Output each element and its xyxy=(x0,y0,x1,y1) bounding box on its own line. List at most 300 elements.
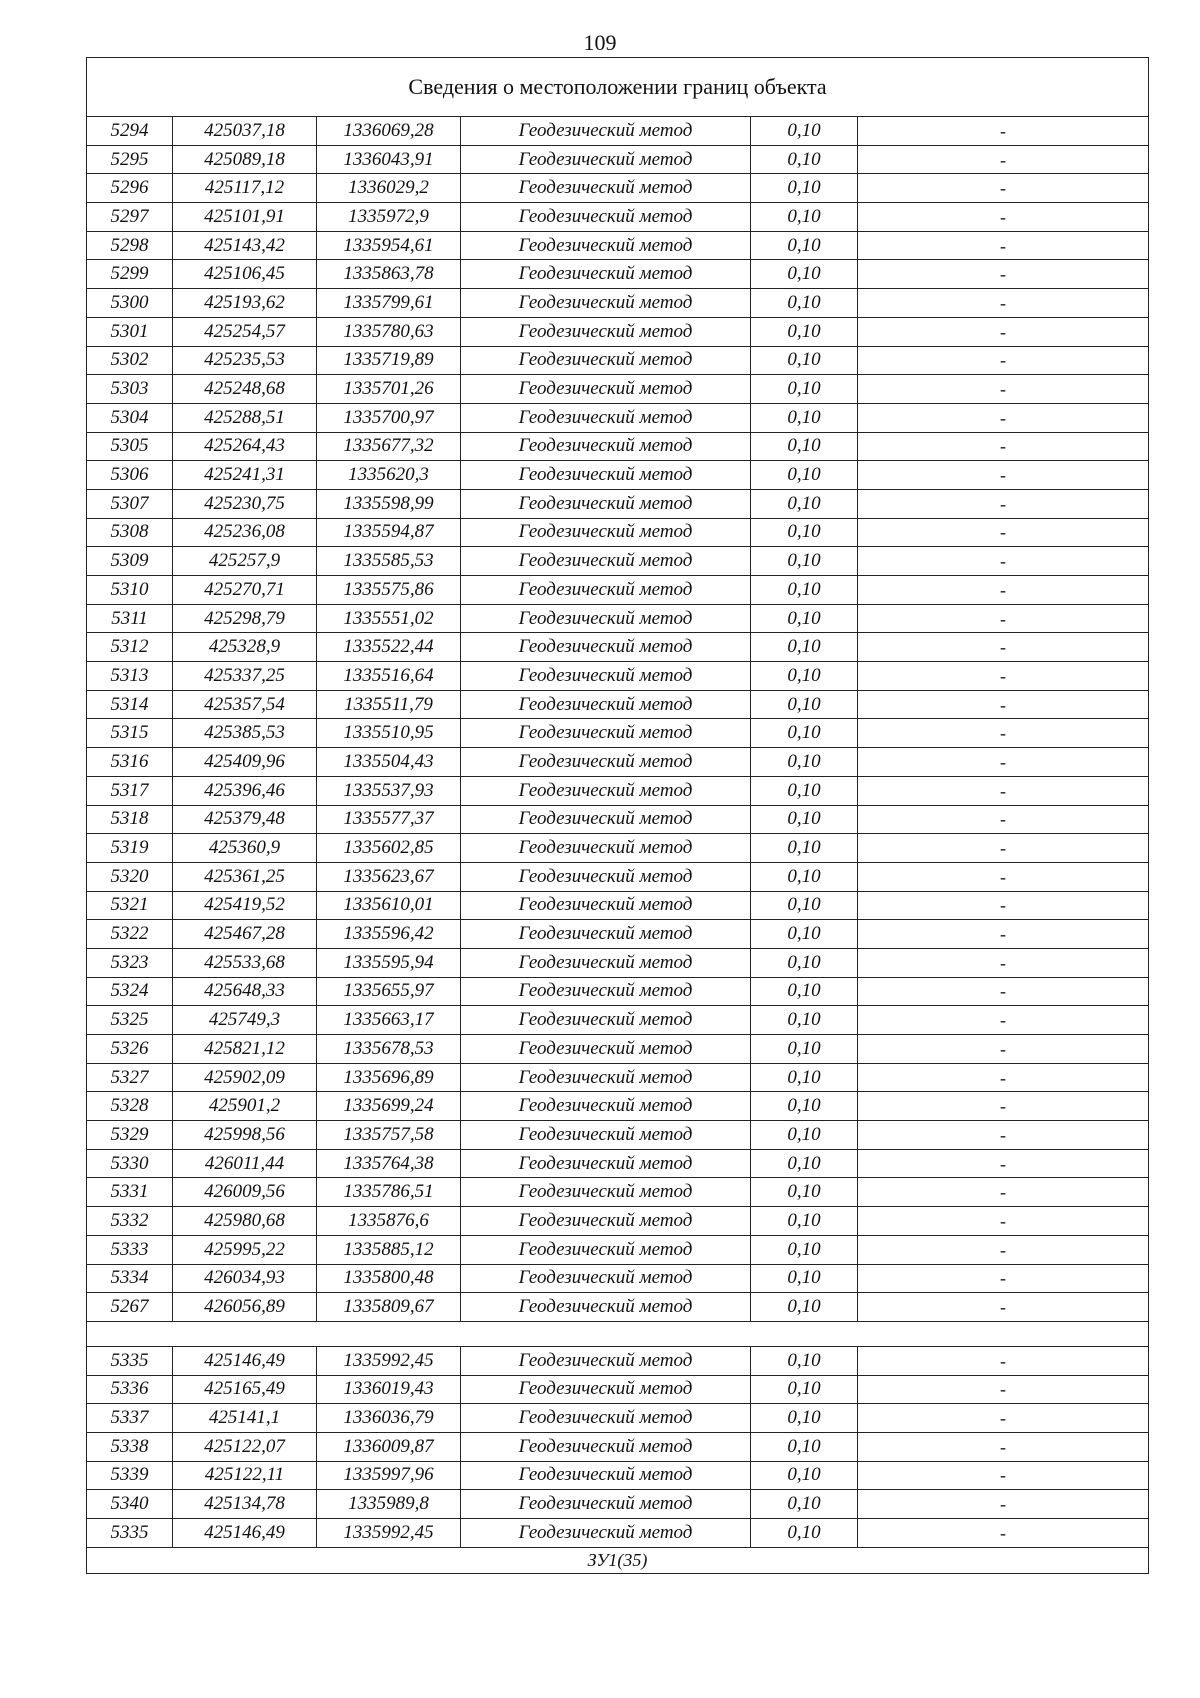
table-row xyxy=(87,1293,1149,1322)
coordinate-y-cell: 1335989,8 xyxy=(317,1490,461,1519)
description-cell: - xyxy=(858,1149,1149,1178)
description-cell: - xyxy=(858,346,1149,375)
accuracy-cell: 0,10 xyxy=(751,1178,858,1207)
accuracy-cell: 0,10 xyxy=(751,1063,858,1092)
coordinate-x-cell: 425089,18 xyxy=(173,145,317,174)
coordinate-y-cell: 1335696,89 xyxy=(317,1063,461,1092)
coordinate-x-cell: 425995,22 xyxy=(173,1235,317,1264)
description-cell: - xyxy=(858,547,1149,576)
table-row xyxy=(87,977,1149,1006)
method-cell: Геодезический метод xyxy=(461,576,751,605)
coordinate-x-cell: 425257,9 xyxy=(173,547,317,576)
accuracy-cell: 0,10 xyxy=(751,834,858,863)
coordinate-x-cell: 425361,25 xyxy=(173,862,317,891)
description-cell: - xyxy=(858,977,1149,1006)
description-cell: - xyxy=(858,432,1149,461)
coordinate-x-cell: 425264,43 xyxy=(173,432,317,461)
coordinate-x-cell: 425533,68 xyxy=(173,948,317,977)
coordinate-y-cell: 1335992,45 xyxy=(317,1346,461,1375)
point-number-cell: 5309 xyxy=(87,547,173,576)
coordinate-x-cell: 425236,08 xyxy=(173,518,317,547)
table-row xyxy=(87,1149,1149,1178)
coordinate-y-cell: 1335537,93 xyxy=(317,776,461,805)
table-row xyxy=(87,1375,1149,1404)
accuracy-cell: 0,10 xyxy=(751,117,858,146)
table-row xyxy=(87,289,1149,318)
point-number-cell: 5333 xyxy=(87,1235,173,1264)
coordinate-y-cell: 1335511,79 xyxy=(317,690,461,719)
table-row xyxy=(87,719,1149,748)
coordinate-x-cell: 425357,54 xyxy=(173,690,317,719)
coordinate-y-cell: 1335655,97 xyxy=(317,977,461,1006)
table-row xyxy=(87,1178,1149,1207)
coordinate-y-cell: 1335786,51 xyxy=(317,1178,461,1207)
point-number-cell: 5331 xyxy=(87,1178,173,1207)
coordinate-y-cell: 1335677,32 xyxy=(317,432,461,461)
point-number-cell: 5332 xyxy=(87,1207,173,1236)
coordinate-x-cell: 425134,78 xyxy=(173,1490,317,1519)
coordinate-x-cell: 425288,51 xyxy=(173,403,317,432)
coordinate-y-cell: 1335719,89 xyxy=(317,346,461,375)
coordinate-y-cell: 1335594,87 xyxy=(317,518,461,547)
point-number-cell: 5302 xyxy=(87,346,173,375)
coordinate-x-cell: 425360,9 xyxy=(173,834,317,863)
point-number-cell: 5294 xyxy=(87,117,173,146)
point-number-cell: 5321 xyxy=(87,891,173,920)
description-cell: - xyxy=(858,920,1149,949)
description-cell: - xyxy=(858,1404,1149,1433)
point-number-cell: 5320 xyxy=(87,862,173,891)
method-cell: Геодезический метод xyxy=(461,1461,751,1490)
table-row xyxy=(87,346,1149,375)
coordinate-y-cell: 1335876,6 xyxy=(317,1207,461,1236)
method-cell: Геодезический метод xyxy=(461,1063,751,1092)
description-cell: - xyxy=(858,1207,1149,1236)
table-row xyxy=(87,805,1149,834)
point-number-cell: 5330 xyxy=(87,1149,173,1178)
method-cell: Геодезический метод xyxy=(461,719,751,748)
point-number-cell: 5307 xyxy=(87,489,173,518)
accuracy-cell: 0,10 xyxy=(751,576,858,605)
coordinate-x-cell: 425101,91 xyxy=(173,203,317,232)
coordinate-y-cell: 1335577,37 xyxy=(317,805,461,834)
description-cell: - xyxy=(858,776,1149,805)
accuracy-cell: 0,10 xyxy=(751,862,858,891)
coordinate-x-cell: 425254,57 xyxy=(173,317,317,346)
table-row xyxy=(87,891,1149,920)
method-cell: Геодезический метод xyxy=(461,1346,751,1375)
method-cell: Геодезический метод xyxy=(461,1207,751,1236)
accuracy-cell: 0,10 xyxy=(751,403,858,432)
table-row xyxy=(87,1490,1149,1519)
point-number-cell: 5305 xyxy=(87,432,173,461)
coordinate-y-cell: 1335780,63 xyxy=(317,317,461,346)
point-number-cell: 5329 xyxy=(87,1121,173,1150)
point-number-cell: 5319 xyxy=(87,834,173,863)
description-cell: - xyxy=(858,1235,1149,1264)
description-cell: - xyxy=(858,891,1149,920)
coordinate-x-cell: 425396,46 xyxy=(173,776,317,805)
coordinate-y-cell: 1336009,87 xyxy=(317,1432,461,1461)
coordinate-y-cell: 1335701,26 xyxy=(317,375,461,404)
point-number-cell: 5324 xyxy=(87,977,173,1006)
method-cell: Геодезический метод xyxy=(461,403,751,432)
coordinate-x-cell: 425998,56 xyxy=(173,1121,317,1150)
coordinate-y-cell: 1335522,44 xyxy=(317,633,461,662)
table-row xyxy=(87,203,1149,232)
description-cell: - xyxy=(858,260,1149,289)
accuracy-cell: 0,10 xyxy=(751,375,858,404)
coordinate-x-cell: 425117,12 xyxy=(173,174,317,203)
coordinate-x-cell: 425230,75 xyxy=(173,489,317,518)
coordinate-x-cell: 425337,25 xyxy=(173,662,317,691)
coordinate-y-cell: 1335764,38 xyxy=(317,1149,461,1178)
coordinate-x-cell: 425419,52 xyxy=(173,891,317,920)
coordinate-x-cell: 426056,89 xyxy=(173,1293,317,1322)
table-row xyxy=(87,547,1149,576)
point-number-cell: 5335 xyxy=(87,1519,173,1548)
method-cell: Геодезический метод xyxy=(461,117,751,146)
table-row xyxy=(87,375,1149,404)
description-cell: - xyxy=(858,1293,1149,1322)
point-number-cell: 5325 xyxy=(87,1006,173,1035)
coordinate-y-cell: 1335809,67 xyxy=(317,1293,461,1322)
point-number-cell: 5310 xyxy=(87,576,173,605)
coordinate-y-cell: 1335997,96 xyxy=(317,1461,461,1490)
point-number-cell: 5326 xyxy=(87,1035,173,1064)
point-number-cell: 5299 xyxy=(87,260,173,289)
accuracy-cell: 0,10 xyxy=(751,1375,858,1404)
method-cell: Геодезический метод xyxy=(461,1432,751,1461)
table-row xyxy=(87,948,1149,977)
accuracy-cell: 0,10 xyxy=(751,1346,858,1375)
method-cell: Геодезический метод xyxy=(461,1121,751,1150)
point-number-cell: 5296 xyxy=(87,174,173,203)
coordinate-x-cell: 425143,42 xyxy=(173,231,317,260)
accuracy-cell: 0,10 xyxy=(751,948,858,977)
coordinate-x-cell: 425467,28 xyxy=(173,920,317,949)
coordinate-x-cell: 425298,79 xyxy=(173,604,317,633)
coordinate-y-cell: 1336043,91 xyxy=(317,145,461,174)
accuracy-cell: 0,10 xyxy=(751,461,858,490)
description-cell: - xyxy=(858,145,1149,174)
accuracy-cell: 0,10 xyxy=(751,260,858,289)
table-row xyxy=(87,1404,1149,1433)
table-row xyxy=(87,1092,1149,1121)
accuracy-cell: 0,10 xyxy=(751,1461,858,1490)
coordinate-x-cell: 425248,68 xyxy=(173,375,317,404)
method-cell: Геодезический метод xyxy=(461,346,751,375)
description-cell: - xyxy=(858,1375,1149,1404)
description-cell: - xyxy=(858,489,1149,518)
description-cell: - xyxy=(858,748,1149,777)
method-cell: Геодезический метод xyxy=(461,1035,751,1064)
accuracy-cell: 0,10 xyxy=(751,1207,858,1236)
description-cell: - xyxy=(858,576,1149,605)
section-2-rows xyxy=(87,1346,1149,1547)
table-row xyxy=(87,1432,1149,1461)
coordinate-x-cell: 425165,49 xyxy=(173,1375,317,1404)
point-number-cell: 5297 xyxy=(87,203,173,232)
method-cell: Геодезический метод xyxy=(461,1293,751,1322)
accuracy-cell: 0,10 xyxy=(751,920,858,949)
coordinate-y-cell: 1336069,28 xyxy=(317,117,461,146)
accuracy-cell: 0,10 xyxy=(751,1149,858,1178)
coordinate-x-cell: 425901,2 xyxy=(173,1092,317,1121)
method-cell: Геодезический метод xyxy=(461,1375,751,1404)
coordinate-y-cell: 1335610,01 xyxy=(317,891,461,920)
method-cell: Геодезический метод xyxy=(461,662,751,691)
coordinate-y-cell: 1336029,2 xyxy=(317,174,461,203)
point-number-cell: 5335 xyxy=(87,1346,173,1375)
method-cell: Геодезический метод xyxy=(461,260,751,289)
description-cell: - xyxy=(858,403,1149,432)
accuracy-cell: 0,10 xyxy=(751,805,858,834)
coordinate-y-cell: 1335620,3 xyxy=(317,461,461,490)
accuracy-cell: 0,10 xyxy=(751,604,858,633)
coordinate-x-cell: 425193,62 xyxy=(173,289,317,318)
coordinate-x-cell: 425902,09 xyxy=(173,1063,317,1092)
point-number-cell: 5318 xyxy=(87,805,173,834)
description-cell: - xyxy=(858,461,1149,490)
coordinate-y-cell: 1335678,53 xyxy=(317,1035,461,1064)
coordinate-x-cell: 425122,11 xyxy=(173,1461,317,1490)
accuracy-cell: 0,10 xyxy=(751,1092,858,1121)
method-cell: Геодезический метод xyxy=(461,1490,751,1519)
accuracy-cell: 0,10 xyxy=(751,174,858,203)
accuracy-cell: 0,10 xyxy=(751,346,858,375)
description-cell: - xyxy=(858,1121,1149,1150)
point-number-cell: 5303 xyxy=(87,375,173,404)
method-cell: Геодезический метод xyxy=(461,461,751,490)
table-row xyxy=(87,145,1149,174)
description-cell: - xyxy=(858,375,1149,404)
accuracy-cell: 0,10 xyxy=(751,1293,858,1322)
point-number-cell: 5317 xyxy=(87,776,173,805)
parcel-label: ЗУ1(35) xyxy=(87,1547,1149,1573)
method-cell: Геодезический метод xyxy=(461,748,751,777)
table-row xyxy=(87,117,1149,146)
coordinate-y-cell: 1335799,61 xyxy=(317,289,461,318)
accuracy-cell: 0,10 xyxy=(751,1264,858,1293)
table-row xyxy=(87,1264,1149,1293)
method-cell: Геодезический метод xyxy=(461,518,751,547)
coordinate-y-cell: 1335863,78 xyxy=(317,260,461,289)
description-cell: - xyxy=(858,1063,1149,1092)
coordinate-y-cell: 1335700,97 xyxy=(317,403,461,432)
coordinate-x-cell: 425328,9 xyxy=(173,633,317,662)
description-cell: - xyxy=(858,862,1149,891)
coordinate-y-cell: 1335510,95 xyxy=(317,719,461,748)
coordinate-y-cell: 1336019,43 xyxy=(317,1375,461,1404)
description-cell: - xyxy=(858,633,1149,662)
accuracy-cell: 0,10 xyxy=(751,891,858,920)
method-cell: Геодезический метод xyxy=(461,289,751,318)
coordinate-y-cell: 1336036,79 xyxy=(317,1404,461,1433)
accuracy-cell: 0,10 xyxy=(751,1519,858,1548)
table-row xyxy=(87,1006,1149,1035)
coordinate-y-cell: 1335992,45 xyxy=(317,1519,461,1548)
method-cell: Геодезический метод xyxy=(461,1404,751,1433)
coordinate-y-cell: 1335575,86 xyxy=(317,576,461,605)
coordinate-x-cell: 425385,53 xyxy=(173,719,317,748)
method-cell: Геодезический метод xyxy=(461,1264,751,1293)
point-number-cell: 5304 xyxy=(87,403,173,432)
section-1-rows xyxy=(87,117,1149,1322)
table-row xyxy=(87,748,1149,777)
point-number-cell: 5338 xyxy=(87,1432,173,1461)
method-cell: Геодезический метод xyxy=(461,1519,751,1548)
point-number-cell: 5306 xyxy=(87,461,173,490)
accuracy-cell: 0,10 xyxy=(751,547,858,576)
method-cell: Геодезический метод xyxy=(461,203,751,232)
accuracy-cell: 0,10 xyxy=(751,145,858,174)
coordinate-x-cell: 425980,68 xyxy=(173,1207,317,1236)
table-row xyxy=(87,432,1149,461)
table-row xyxy=(87,576,1149,605)
point-number-cell: 5308 xyxy=(87,518,173,547)
method-cell: Геодезический метод xyxy=(461,174,751,203)
accuracy-cell: 0,10 xyxy=(751,776,858,805)
coordinate-x-cell: 425106,45 xyxy=(173,260,317,289)
separator-cell xyxy=(87,1321,1149,1346)
method-cell: Геодезический метод xyxy=(461,317,751,346)
point-number-cell: 5327 xyxy=(87,1063,173,1092)
table-row xyxy=(87,403,1149,432)
method-cell: Геодезический метод xyxy=(461,862,751,891)
method-cell: Геодезический метод xyxy=(461,432,751,461)
method-cell: Геодезический метод xyxy=(461,805,751,834)
table-row xyxy=(87,1519,1149,1548)
accuracy-cell: 0,10 xyxy=(751,1404,858,1433)
table-row xyxy=(87,862,1149,891)
coordinate-y-cell: 1335972,9 xyxy=(317,203,461,232)
method-cell: Геодезический метод xyxy=(461,604,751,633)
table-row xyxy=(87,260,1149,289)
point-number-cell: 5340 xyxy=(87,1490,173,1519)
table-row xyxy=(87,690,1149,719)
table-row xyxy=(87,633,1149,662)
description-cell: - xyxy=(858,174,1149,203)
accuracy-cell: 0,10 xyxy=(751,662,858,691)
description-cell: - xyxy=(858,1006,1149,1035)
method-cell: Геодезический метод xyxy=(461,920,751,949)
table-row xyxy=(87,1063,1149,1092)
method-cell: Геодезический метод xyxy=(461,633,751,662)
coordinate-y-cell: 1335699,24 xyxy=(317,1092,461,1121)
table-row xyxy=(87,174,1149,203)
description-cell: - xyxy=(858,690,1149,719)
coordinate-x-cell: 425235,53 xyxy=(173,346,317,375)
accuracy-cell: 0,10 xyxy=(751,231,858,260)
point-number-cell: 5311 xyxy=(87,604,173,633)
coordinate-x-cell: 425146,49 xyxy=(173,1519,317,1548)
method-cell: Геодезический метод xyxy=(461,891,751,920)
table-row xyxy=(87,1235,1149,1264)
accuracy-cell: 0,10 xyxy=(751,1235,858,1264)
coordinate-x-cell: 425648,33 xyxy=(173,977,317,1006)
table-row xyxy=(87,1207,1149,1236)
method-cell: Геодезический метод xyxy=(461,834,751,863)
table-row xyxy=(87,489,1149,518)
description-cell: - xyxy=(858,1432,1149,1461)
description-cell: - xyxy=(858,1346,1149,1375)
point-number-cell: 5337 xyxy=(87,1404,173,1433)
coordinate-x-cell: 425409,96 xyxy=(173,748,317,777)
point-number-cell: 5323 xyxy=(87,948,173,977)
method-cell: Геодезический метод xyxy=(461,1178,751,1207)
coordinate-y-cell: 1335623,67 xyxy=(317,862,461,891)
accuracy-cell: 0,10 xyxy=(751,633,858,662)
description-cell: - xyxy=(858,231,1149,260)
point-number-cell: 5322 xyxy=(87,920,173,949)
description-cell: - xyxy=(858,1092,1149,1121)
accuracy-cell: 0,10 xyxy=(751,289,858,318)
point-number-cell: 5328 xyxy=(87,1092,173,1121)
description-cell: - xyxy=(858,662,1149,691)
coordinate-y-cell: 1335663,17 xyxy=(317,1006,461,1035)
table-row xyxy=(87,1461,1149,1490)
description-cell: - xyxy=(858,1519,1149,1548)
point-number-cell: 5312 xyxy=(87,633,173,662)
point-number-cell: 5314 xyxy=(87,690,173,719)
description-cell: - xyxy=(858,518,1149,547)
accuracy-cell: 0,10 xyxy=(751,719,858,748)
description-cell: - xyxy=(858,1490,1149,1519)
coordinate-x-cell: 426011,44 xyxy=(173,1149,317,1178)
accuracy-cell: 0,10 xyxy=(751,317,858,346)
accuracy-cell: 0,10 xyxy=(751,1121,858,1150)
table-row xyxy=(87,317,1149,346)
point-number-cell: 5315 xyxy=(87,719,173,748)
accuracy-cell: 0,10 xyxy=(751,977,858,1006)
description-cell: - xyxy=(858,834,1149,863)
coordinate-y-cell: 1335885,12 xyxy=(317,1235,461,1264)
coordinate-y-cell: 1335551,02 xyxy=(317,604,461,633)
point-number-cell: 5300 xyxy=(87,289,173,318)
description-cell: - xyxy=(858,719,1149,748)
table-row xyxy=(87,776,1149,805)
coordinate-x-cell: 425146,49 xyxy=(173,1346,317,1375)
point-number-cell: 5336 xyxy=(87,1375,173,1404)
boundary-coordinates-table xyxy=(86,57,1149,1574)
table-title-row xyxy=(87,58,1149,117)
accuracy-cell: 0,10 xyxy=(751,203,858,232)
coordinate-y-cell: 1335596,42 xyxy=(317,920,461,949)
accuracy-cell: 0,10 xyxy=(751,489,858,518)
method-cell: Геодезический метод xyxy=(461,489,751,518)
point-number-cell: 5316 xyxy=(87,748,173,777)
coordinate-y-cell: 1335598,99 xyxy=(317,489,461,518)
table-row xyxy=(87,1121,1149,1150)
accuracy-cell: 0,10 xyxy=(751,432,858,461)
accuracy-cell: 0,10 xyxy=(751,1432,858,1461)
accuracy-cell: 0,10 xyxy=(751,1006,858,1035)
method-cell: Геодезический метод xyxy=(461,1006,751,1035)
method-cell: Геодезический метод xyxy=(461,1092,751,1121)
coordinate-y-cell: 1335516,64 xyxy=(317,662,461,691)
method-cell: Геодезический метод xyxy=(461,977,751,1006)
method-cell: Геодезический метод xyxy=(461,1235,751,1264)
coordinate-x-cell: 425037,18 xyxy=(173,117,317,146)
coordinate-y-cell: 1335585,53 xyxy=(317,547,461,576)
coordinate-x-cell: 425141,1 xyxy=(173,1404,317,1433)
coordinate-x-cell: 425821,12 xyxy=(173,1035,317,1064)
point-number-cell: 5298 xyxy=(87,231,173,260)
coordinate-x-cell: 426034,93 xyxy=(173,1264,317,1293)
table-row xyxy=(87,834,1149,863)
point-number-cell: 5267 xyxy=(87,1293,173,1322)
